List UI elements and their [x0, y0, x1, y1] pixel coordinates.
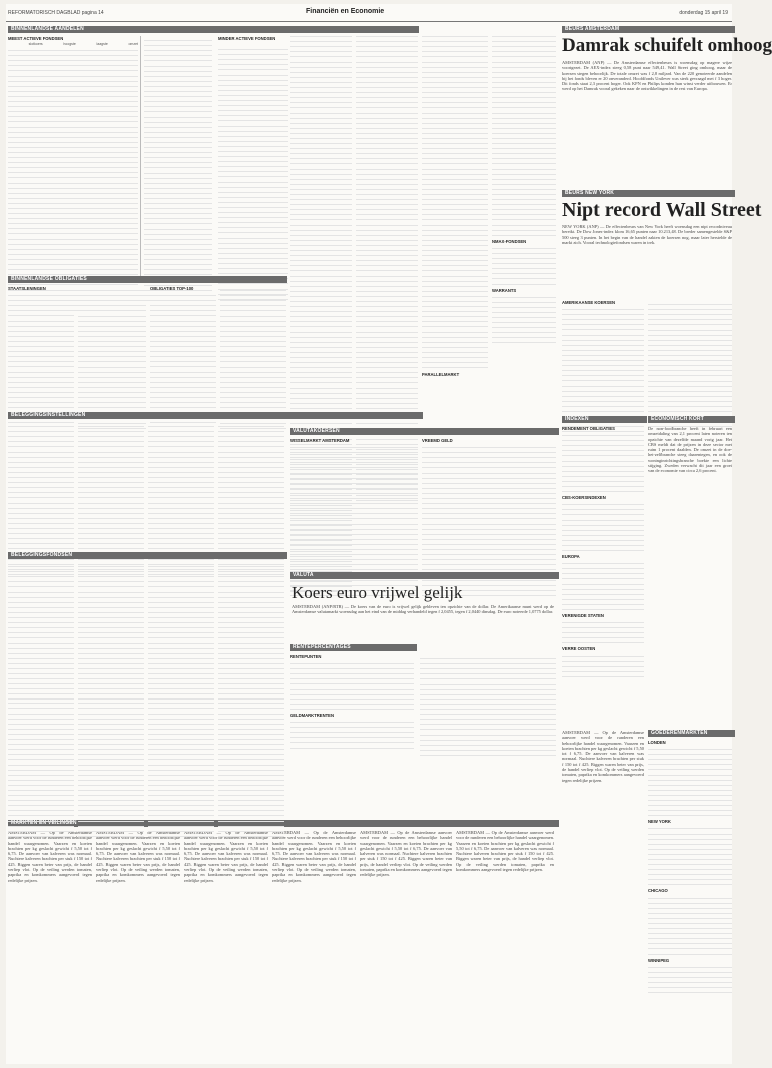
chicago-table [648, 893, 732, 954]
table-row [420, 751, 556, 756]
table-row [648, 949, 732, 954]
markten-col-4: AMSTERDAM — Op de Amsterdamse aanvoer werd voor de runderen een behoorlijke handel waargenomen. Vaarzen en koeien brachten per kg geslacht gewicht f 5,50 tot f 6,75. De aanvoer van kalveren was normaal. Nuchtere kalveren brachten per stuk f 150 tot f 425. Biggen waren beter van prijs, de handel verliep vlot. Op de veiling werden tomaten, paprika en komkommers aangevoerd tegen redelijke prijzen. [272, 830, 356, 883]
vs-table [562, 618, 644, 643]
fund-extra-4 [218, 684, 284, 837]
warrants-table [492, 293, 556, 344]
markten-col-6: AMSTERDAM — Op de Amsterdamse aanvoer werd voor de runderen een behoorlijke handel waargenomen. Vaarzen en koeien brachten per kg geslacht gewicht f 5,50 tot f 6,75. De aanvoer van kalveren was normaal. Nuchtere kalveren brachten per stuk f 150 tot f 425. Biggen waren beter van prijs, de handel verliep vlot. Op de veiling werden tomaten, paprika en komkommers aangevoerd tegen redelijke prijzen. [456, 830, 554, 873]
table-row [648, 988, 732, 993]
page-header-date: donderdag 15 april 19 [679, 10, 728, 16]
staatsleningen-column-2 [78, 286, 146, 406]
actieve-fondsen-title: MEEST ACTIEVE FONDSEN [8, 36, 64, 41]
fondsen-column-d [356, 32, 418, 432]
vs-title: VERENIGDE STATEN [562, 613, 604, 618]
section-markten-veilingen: MARKTEN EN VEILINGEN [8, 820, 559, 827]
valuta-body: AMSTERDAM (ANP/RTR) — De koers van de euro is vrijwel gelijk gebleven ten opzichte van de dollar. De Amerikaanse munt werd op de Amsterdamse valutamarkt woensdag aan het eind van de middag verhandeld tegen f 2,0455, tegen f 2,0440 dinsdag. De euro noteerde 1,0775 dollar. [292, 604, 554, 615]
table-row [492, 279, 556, 284]
table-row [492, 231, 556, 236]
nmax-table [492, 244, 556, 285]
markten-col-3: AMSTERDAM — Op de Amsterdamse aanvoer werd voor de runderen een behoorlijke handel waargenomen. Vaarzen en koeien brachten per kg geslacht gewicht f 5,50 tot f 6,75. De aanvoer van kalveren was normaal. Nuchtere kalveren brachten per stuk f 150 tot f 425. Biggen waren beter van prijs, de handel verliep vlot. Op de veiling werden tomaten, paprika en komkommers aangevoerd tegen redelijke prijzen. [184, 830, 268, 883]
rente-right-table [420, 654, 556, 756]
table-row [648, 811, 732, 816]
beleggingsfondsen-col-2 [78, 562, 144, 680]
fund-extra-1 [8, 684, 74, 837]
beleggingsfondsen-col-3 [148, 562, 214, 680]
col-laagste: laagste [96, 42, 108, 46]
cbs-table [562, 500, 644, 551]
actieve-fondsen-column-2 [144, 36, 212, 286]
minder-actieve-table [218, 45, 288, 300]
obligaties-top-table [150, 291, 216, 423]
beleggingsfondsen-col-1 [8, 562, 74, 680]
table-row [218, 832, 284, 837]
rente-right-column [420, 654, 556, 744]
table-row [648, 880, 732, 885]
header-rule [6, 21, 732, 22]
divider [140, 36, 141, 276]
indexen-column [562, 426, 644, 726]
markten-col-5: AMSTERDAM — Op de Amsterdamse aanvoer werd voor de runderen een behoorlijke handel waargenomen. Vaarzen en koeien brachten per kg geslacht gewicht f 5,50 tot f 6,75. De aanvoer van kalveren was normaal. Nuchtere kalveren brachten per stuk f 150 tot f 425. Biggen waren beter van prijs, de handel verliep vlot. Op de veiling werden tomaten, paprika en komkommers aangevoerd tegen redelijke prijzen. [360, 830, 452, 878]
cbs-title: CBS-KOERSINDEXEN [562, 495, 606, 501]
markten-col-1: AMSTERDAM — Op de Amsterdamse aanvoer werd voor de runderen een behoorlijke handel waargenomen. Vaarzen en koeien brachten per kg geslacht gewicht f 5,50 tot f 6,75. De aanvoer van kalveren was normaal. Nuchtere kalveren brachten per stuk f 150 tot f 425. Biggen waren beter van prijs, de handel verliep vlot. Op de veiling werden tomaten, paprika en komkommers aangevoerd tegen redelijke prijzen. [8, 830, 92, 883]
markten-right-body: AMSTERDAM — Op de Amsterdamse aanvoer werd voor de runderen een behoorlijke handel waargenomen. Vaarzen en koeien brachten per kg geslacht gewicht f 5,50 tot f 6,75. De aanvoer van kalveren was normaal. Nuchtere kalveren brachten per stuk f 150 tot f 425. Biggen waren beter van prijs, de handel verliep vlot. Op de veiling werden tomaten, paprika en komkommers aangevoerd tegen redelijke prijzen. [562, 730, 644, 783]
europa-title: EUROPA [562, 554, 580, 560]
newspaper-page [6, 4, 772, 1064]
table-row [78, 832, 144, 837]
londen-table [648, 745, 732, 816]
warrants-title: WARRANTS [492, 287, 517, 293]
fund-extra-block [8, 684, 284, 814]
minder-actieve-column [218, 36, 288, 286]
europa-table [562, 559, 644, 610]
newyork-headline: Nipt record Wall Street [562, 199, 762, 221]
col-slotkoers: slotkoers [28, 42, 43, 46]
actieve-fondsen-table [8, 46, 138, 311]
winnipeg-table [648, 963, 732, 994]
economisch-kort-body: De non-foodbranche heeft in februari een omzetdaling van 2,1 procent laten noteren ten opzichte van dezelfde maand vorig jaar. Het CBS meldt dat de prijzen in deze sector met ruim 1 procent daalden. De omzet in de doe-het-zelfbranche steeg daarentegen, en ook de woninginrichtingsbranche boekte een lichte stijging. Zweden verwacht dit jaar een groei van de economie van circa 2,6 procent. [648, 426, 732, 474]
rendement-table [562, 431, 644, 492]
section-beleggingsfondsen: BELEGGINGSFONDSEN [8, 552, 287, 559]
actieve-fondsen-column [8, 36, 138, 286]
section-indexen: INDEXEN [562, 416, 647, 423]
bf-table-3 [148, 562, 214, 700]
wisselmarkt-title: WISSELMARKT AMSTERDAM [290, 438, 350, 443]
rentepunten-table [290, 659, 414, 710]
table-row [8, 832, 74, 837]
geldmarkt-title: GELDMARKTRENTEN [290, 712, 334, 718]
valuta-headline: Koers euro vrijwel gelijk [292, 583, 463, 602]
section-beurs-newyork: BEURS NEW YORK [562, 190, 735, 197]
section-valutakoersen: VALUTAKOERSEN [290, 428, 559, 435]
col-hoogste: hoogste [63, 42, 76, 46]
vreemd-geld-title: VREEMD GELD [422, 438, 453, 443]
section-beurs-amsterdam: BEURS AMSTERDAM [562, 26, 735, 33]
obligaties-top-column [150, 286, 216, 406]
wisselmarkt-column [290, 438, 418, 576]
minder-actieve-title: MINDER ACTIEVE FONDSEN [218, 36, 276, 41]
section-binnenlandse-aandelen: BINNENLANDSE AANDELEN [8, 26, 419, 33]
verre-oosten-title: VERRE OOSTEN [562, 646, 596, 652]
winnipeg-title: WINNIPEG [648, 957, 670, 963]
table-row [148, 832, 214, 837]
bf-table-1 [8, 562, 74, 700]
section-rentepercentages: RENTEPERCENTAGES [290, 644, 417, 651]
amerikaanse-title: AMERIKAANSE KOERSEN [562, 300, 616, 305]
section-goederenmarkten: GOEDERENMARKTEN [648, 730, 735, 737]
table-row [290, 705, 414, 710]
newyork-body: NEW YORK (ANP) — De effectenbeurs van New York heeft woensdag een nipt recordniveau bereikt. De Dow Jones-index klom 16,65 punten naar 10.213,48. De breder samengestelde S&P 500 steeg 3 punten. In het begin van de handel zakten de koersen nog, maar later herstelde de markt zich. Vooral technologiefondsen waren in trek. [562, 224, 732, 245]
vreemd-geld-column [422, 438, 556, 576]
actieve-fondsen-table-2 [144, 36, 212, 301]
fondsen-column-e [422, 32, 488, 378]
geldmarkt-table [290, 718, 414, 749]
beleggingsinstellingen-col-4 [218, 422, 284, 550]
rentepunten-title: RENTEPUNTEN [290, 654, 322, 659]
nmax-title: NMAX-FONDSEN [492, 238, 527, 244]
staatsleningen-table-2 [78, 286, 146, 429]
rendement-title: RENDEMENT OBLIGATIES [562, 426, 615, 431]
staatsleningen-column [8, 286, 74, 406]
staatsleningen-table [8, 291, 74, 423]
beleggingsfondsen-col-4 [218, 562, 284, 680]
section-valuta: VALUTA [290, 572, 559, 579]
amsterdam-headline: Damrak schuifelt omhoog [562, 35, 772, 56]
table-row [492, 338, 556, 343]
beleggingsinstellingen-col-3 [148, 422, 214, 550]
section-binnenlandse-obligaties: BINNENLANDSE OBLIGATIES [8, 276, 287, 283]
table-row [562, 638, 644, 643]
bf-table-4 [218, 562, 284, 700]
amerikaanse-table [562, 305, 644, 432]
table-row [290, 743, 414, 748]
markten-col-2: AMSTERDAM — Op de Amsterdamse aanvoer werd voor de runderen een behoorlijke handel waargenomen. Vaarzen en koeien brachten per kg geslacht gewicht f 5,50 tot f 6,75. De aanvoer van kalveren was normaal. Nuchtere kalveren brachten per stuk f 150 tot f 425. Biggen waren beter van prijs, de handel verliep vlot. Op de veiling werden tomaten, paprika en komkommers aangevoerd tegen redelijke prijzen. [96, 830, 180, 883]
newyork-title: NEW YORK [648, 819, 671, 825]
table-row [562, 672, 644, 677]
obligaties-top-title: OBLIGATIES TOP-100 [150, 286, 194, 291]
amerikaanse-koersen-2 [648, 300, 732, 412]
fondsen-table-f [492, 32, 556, 236]
table-row [562, 605, 644, 610]
chicago-title: CHICAGO [648, 888, 668, 894]
beleggingsinstellingen-col-2 [78, 422, 144, 550]
page-header-left: REFORMATORISCH DAGBLAD pagina 14 [8, 10, 104, 16]
fondsen-table-e [422, 32, 488, 368]
page-header [6, 8, 732, 20]
verre-oosten-table [562, 651, 644, 676]
beleggingsinstellingen-col-1 [8, 422, 74, 550]
fund-extra-2 [78, 684, 144, 837]
goederenmarkten-column [648, 740, 732, 1060]
table-row [422, 363, 488, 368]
table-row [562, 487, 644, 492]
col-omzet: omzet [128, 42, 138, 46]
parallel-title: PARALLELMARKT [422, 372, 460, 378]
staatsleningen-title: STAATSLENINGEN [8, 286, 46, 291]
fund-extra-3 [148, 684, 214, 837]
amerikaanse-koersen [562, 300, 644, 412]
amerikaanse-table-2 [648, 300, 732, 427]
table-row [562, 546, 644, 551]
rente-column [290, 654, 414, 734]
obligaties-top-table-2 [220, 286, 286, 429]
newyork-table [648, 824, 732, 885]
obligaties-top-column-2 [220, 286, 286, 406]
bf-table-2 [78, 562, 144, 700]
londen-title: LONDEN [648, 740, 666, 745]
fondsen-column-f [492, 32, 556, 352]
page-header-title: Financiën en Economie [306, 8, 385, 15]
section-economisch-kort: ECONOMISCH KORT [648, 416, 735, 423]
section-beleggingsinstellingen: BELEGGINGSINSTELLINGEN [8, 412, 423, 419]
amsterdam-body: AMSTERDAM (ANP) — De Amsterdamse effectenbeurs is woensdag op magere wijze voortgezet. De AEX-index steeg 0,58 punt naar 549,41. Wall Street ging omhoog, maar de koersen stegen behoorlijk. De totale omzet was f 2,8 miljard. Van de 220 genoteerde aandelen bij het fonds bleven er 20 onveranderd. Hoofdfonds Unilever was sterk gevraagd met f 3 hoger. Dit fonds staat 2,3 procent hoger. Ook KPN en Philips konden hun winst verder uitbouwen. Er werd op het Damrak vooral gekeken naar de ontwikkelingen in de rest van Europa. [562, 60, 732, 92]
